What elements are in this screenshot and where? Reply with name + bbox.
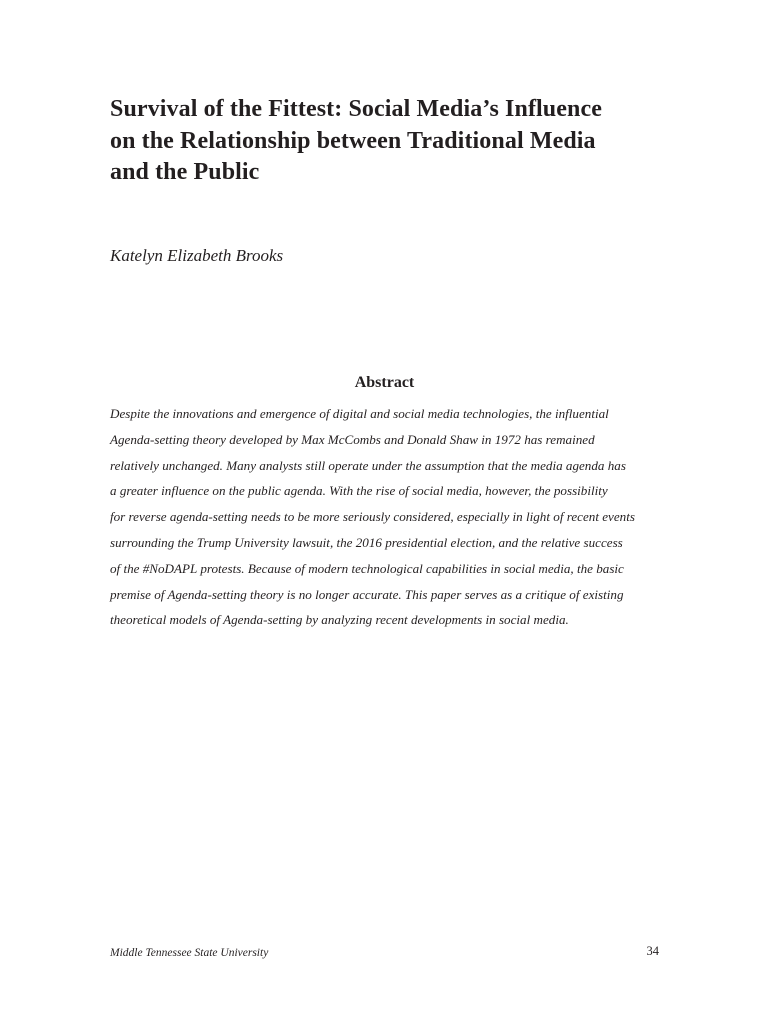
paper-title (110, 94, 670, 189)
abstract-body (110, 401, 670, 633)
abstract-line: premise of Agenda-setting theory is no longer accurate. This paper serves as a critique of existing (110, 586, 624, 602)
abstract-line: surrounding the Trump University lawsuit, the 2016 presidential election, and the relative success (110, 534, 623, 550)
abstract-line: relatively unchanged. Many analysts still operate under the assumption that the media agenda has (110, 457, 626, 473)
abstract-heading: Abstract (354, 374, 415, 391)
footer-institution: Middle Tennessee State University (110, 947, 269, 959)
abstract-line: for reverse agenda-setting needs to be more seriously considered, especially in light of recent events (110, 509, 635, 525)
abstract-line: theoretical models of Agenda-setting by analyzing recent developments in social media. (110, 612, 569, 628)
abstract-line: Despite the innovations and emergence of digital and social media technologies, the influential (110, 406, 609, 421)
title-line: Survival of the Fittest: Social Media’s Influence (110, 96, 602, 122)
abstract-line: a greater influence on the public agenda. With the rise of social media, however, the possibility (110, 483, 608, 499)
abstract-line: Agenda-setting theory developed by Max McCombs and Donald Shaw in 1972 has remained (110, 431, 595, 447)
abstract-line: of the #NoDAPL protests. Because of modern technological capabilities in social media, the basic (110, 560, 624, 576)
author-name: Katelyn Elizabeth Brooks (110, 246, 284, 265)
title-line: on the Relationship between Traditional Media (110, 127, 596, 154)
title-line: and the Public (110, 159, 260, 185)
page-number: 34 (646, 944, 659, 958)
